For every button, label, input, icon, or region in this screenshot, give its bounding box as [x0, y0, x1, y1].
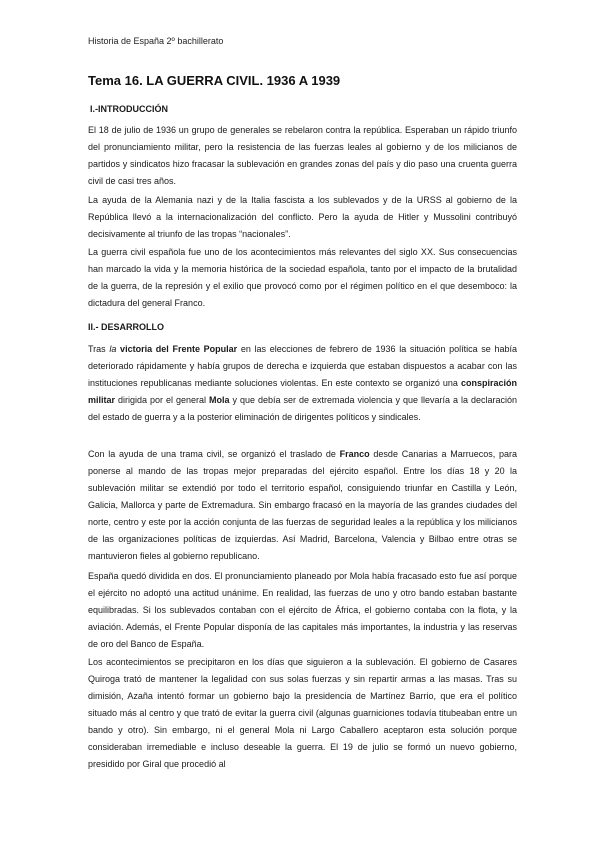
text-run-bold: conspiración militar — [88, 378, 517, 405]
text-run: y que debía ser de extremada violencia y que llevaría a la declaración del estado de guerra y a la posterior eliminación de dirigentes políticos y sindicales. — [88, 395, 517, 422]
page-header: Historia de España 2º bachillerato — [88, 36, 224, 46]
text-run-italic: la — [109, 344, 117, 354]
development-paragraph-1 — [88, 341, 517, 426]
development-paragraph-4: Los acontecimientos se precipitaron en los días que siguieron a la sublevación. El gobierno de Casares Quiroga trató de mantener la legalidad con sus solas fuerzas y sin repartir armas a las masas. Tras su dimisión, Azaña intentó formar un gobierno bajo la presidencia de Martínez Barrio, que era el político situado más al centro y que trató de evitar la guerra civil (algunas guarniciones todavía titubeaban entre un bando y otro). Sin embargo, ni el general Mola ni Largo Caballero aceptaron esta solución porque consideraban irremediable e incluso deseable la guerra. El 19 de julio se formó un nuevo gobierno, presidido por Giral que procedió al — [88, 657, 517, 769]
intro-paragraph-3: La guerra civil española fue uno de los acontecimientos más relevantes del siglo XX. Sus consecuencias han marcado la vida y la memoria histórica de la sociedad española, tanto por el impacto de la brutalidad de la guerra, de la represión y el exilio que provocó como por el régimen político en el que desemboco: la dictadura del general Franco. — [88, 247, 517, 308]
text-run-bold: victoria del Frente Popular — [116, 344, 238, 354]
text-run: en las elecciones de febrero de 1936 la situación política se había deteriorado rápidamente y había grupos de derecha e izquierda que estaban dispuestos a acabar con las instituciones republicanas mediante soluciones violentas. En este contexto se organizó una — [88, 344, 518, 388]
text-run: Tras — [88, 344, 110, 354]
text-run-bold: Mola — [209, 395, 230, 405]
section-heading-development: II.- DESARROLLO — [88, 322, 164, 332]
development-paragraph-2 — [88, 446, 517, 565]
section-heading-introduction: I.-INTRODUCCIÓN — [90, 104, 168, 114]
text-run: dirigida por el general — [115, 395, 209, 405]
text-run: Con la ayuda de una trama civil, se organizó el traslado de — [88, 449, 340, 459]
intro-paragraph-2: La ayuda de la Alemania nazi y de la Italia fascista a los sublevados y de la URSS al gobierno de la República llevó a la internacionalización del conflicto. Pero la ayuda de Hitler y Mussolini contribuyó decisivamente al triunfo de las tropas “nacionales”. — [88, 195, 517, 239]
text-run: desde Canarias a Marruecos, para ponerse al mando de las tropas mejor preparadas del ejército español. Entre los días 18 y 20 la sublevación militar se extendió por todo el territorio español, consiguiendo triunfar en Castilla y León, Galicia, Mallorca y parte de Extremadura. Sin embargo fracasó en la mayoría de las grandes ciudades del norte, centro y este por la acción conjunta de las fuerzas de seguridad leales a la república y los milicianos de las organizaciones políticas de izquierdas. Así Madrid, Barcelona, Valencia y Bilbao entre otras se mantuvieron fieles al gobierno republicano. — [88, 449, 517, 561]
development-paragraph-3: España quedó dividida en dos. El pronunciamiento planeado por Mola había fracasado esto fue así porque el ejército no adoptó una actitud unánime. En realidad, las fuerzas de uno y otro bando estaban bastante equilibradas. Si los sublevados contaban con el ejército de África, el gobierno contaba con la flota, y la aviación. Además, el Frente Popular disponía de las capitales más importantes, la industria y las reservas de oro del Banco de España. — [88, 571, 517, 649]
intro-paragraph-1: El 18 de julio de 1936 un grupo de generales se rebelaron contra la república. Esperaban un rápido triunfo del pronunciamiento militar, pero la resistencia de las fuerzas leales al gobierno y de los milicianos de partidos y sindicatos hizo fracasar la sublevación en grandes zonas del país y dio paso una cruenta guerra civil de casi tres años. — [88, 125, 517, 186]
text-run-bold: Franco — [339, 449, 370, 459]
page-title: Tema 16. LA GUERRA CIVIL. 1936 A 1939 — [88, 73, 341, 88]
